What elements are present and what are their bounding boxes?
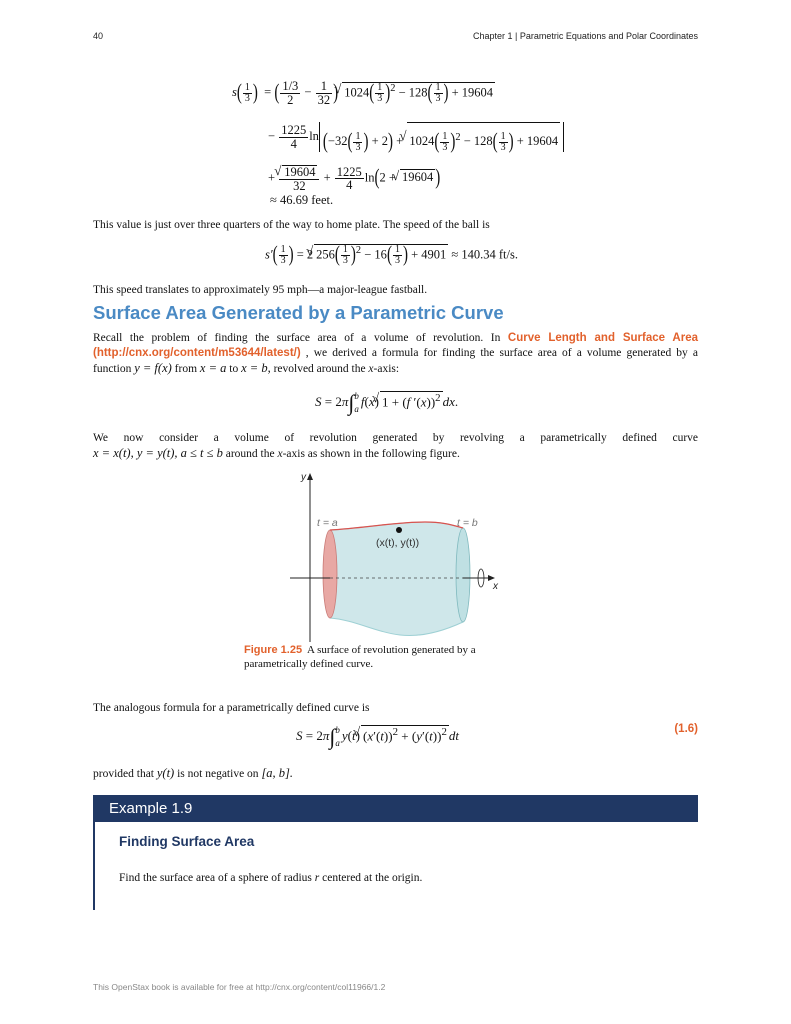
equation-surface-area-function: S = 2π∫b af(x)√ 1 + (f ′(x))$^2$ dx. [315,390,458,416]
provided-text: provided that [93,768,157,780]
paragraph-analogous: The analogous formula for a parametrically defined curve is [93,702,370,714]
example-subtitle: Finding Surface Area [119,834,255,849]
figure-caption-label: Figure 1.25 [244,644,303,656]
xb-inline: x = b, [241,361,271,375]
figure-caption [244,643,514,671]
example-left-rule [93,822,95,910]
around-text: around the [222,448,278,460]
eq-lhs-s: s [232,84,237,99]
equation-arc-length-line2: − $\frac{1225}{4}$ ln (−32( $\frac{1}{3}$ ) + 2) + √ 1024( $\frac{1}{3}$ )$^2$ − 128( $\frac{1}{3}$ ) + 19604 [268,122,564,152]
page-number: 40 [93,31,104,41]
paragraph-provided [93,766,698,782]
example-body-text: Find the surface area of a sphere of radius [119,872,315,884]
equation-surface-area-parametric: S = 2π∫b ay(t)√ $(x'(t))^2 + (y'(t))^2$ dt [296,724,459,750]
paragraph-consider-2 [93,446,698,462]
yt-inline: y(t) [156,766,175,780]
axis-text: x [368,363,374,375]
equation-arc-length-result: ≈ 46.69 feet. [270,193,334,207]
equation-number: (1.6) [674,723,698,735]
radius-symbol: r [314,872,320,884]
curve-length-link[interactable]: Curve Length and Surface Area (http://cnx.org/content/m53644/latest/) [93,332,699,359]
fn-inline: y = f(x) [134,361,172,375]
surface-of-revolution-figure [285,470,505,645]
revolved-text: revolved around the [270,363,369,375]
surface-right-end [456,528,470,622]
curve-inline: x = x(t), y = y(t), a ≤ t ≤ b [93,446,223,460]
equation-arc-length-line1: s( $\frac{1}{3}$ ) = ( $\frac{1/3}{2}$ − $\frac{1}{32}$ ) √ 1024( $\frac{1}{3}$ )$^2$ − 128( $\frac{1}{3}$ ) + 19604 [232,80,495,106]
xa-inline: x = a [199,361,227,375]
figure-ref-text: -axis as shown in the following figure. [282,448,460,460]
label-x: x [493,581,498,592]
chapter-title: Chapter 1 | Parametric Equations and Polar Coordinates [473,31,698,41]
figure-caption-text: A surface of revolution generated by a parametrically defined curve. [244,644,476,670]
equation-speed-result: ≈ 140.34 ft/s. [451,247,518,262]
section-title: Surface Area Generated by a Parametric Curve [93,302,504,323]
axis-tail-text: -axis: [373,363,400,375]
example-header: Example 1.9 [93,795,698,822]
example-body-text-2: centered at the origin. [319,872,423,884]
not-negative-text: is not negative on [174,768,262,780]
to-text: to [226,363,242,375]
from-text: from [171,363,200,375]
footer-availability: This OpenStax book is available for free at http://cnx.org/content/col11966/1.2 [93,982,386,992]
equation-speed: s′( $\frac{1}{3}$ ) = 2√ 256( $\frac{1}{3}$ )$^2$ − 16( $\frac{1}{3}$ ) + 4901 ≈ 140.34 ft/s. [265,244,518,266]
example-body [119,871,679,886]
axis-text-2: x [277,448,283,460]
paragraph-consider: We now consider a volume of revolution generated by revolving a parametrically defined curve [93,432,698,444]
surface-left-end [323,530,337,618]
paragraph-recall [93,331,698,377]
label-ta: t = a [317,517,338,529]
equation-arc-length-line3: + √ $\frac{19604}{32}$ + $\frac{1225}{4}$ ln(2 + √ 19604 ) [268,165,440,192]
label-y: y [301,472,306,483]
label-tb: t = b [457,517,478,529]
paragraph-ball-position: This value is just over three quarters of the way to home plate. The speed of the ball is [93,219,490,231]
recall-text: Recall the problem of finding the surface area of a volume of revolution. In [93,332,508,344]
paragraph-speed-mph: This speed translates to approximately 95 mph—a major-league fastball. [93,284,428,296]
interval-inline: [a, b]. [261,766,294,780]
recall-text-2: , we derived a formula for finding the surface area of a volume generated by a function [93,347,698,375]
curve-point [396,527,402,533]
y-axis-arrow [307,473,313,480]
label-point: (x(t), y(t)) [376,537,420,549]
